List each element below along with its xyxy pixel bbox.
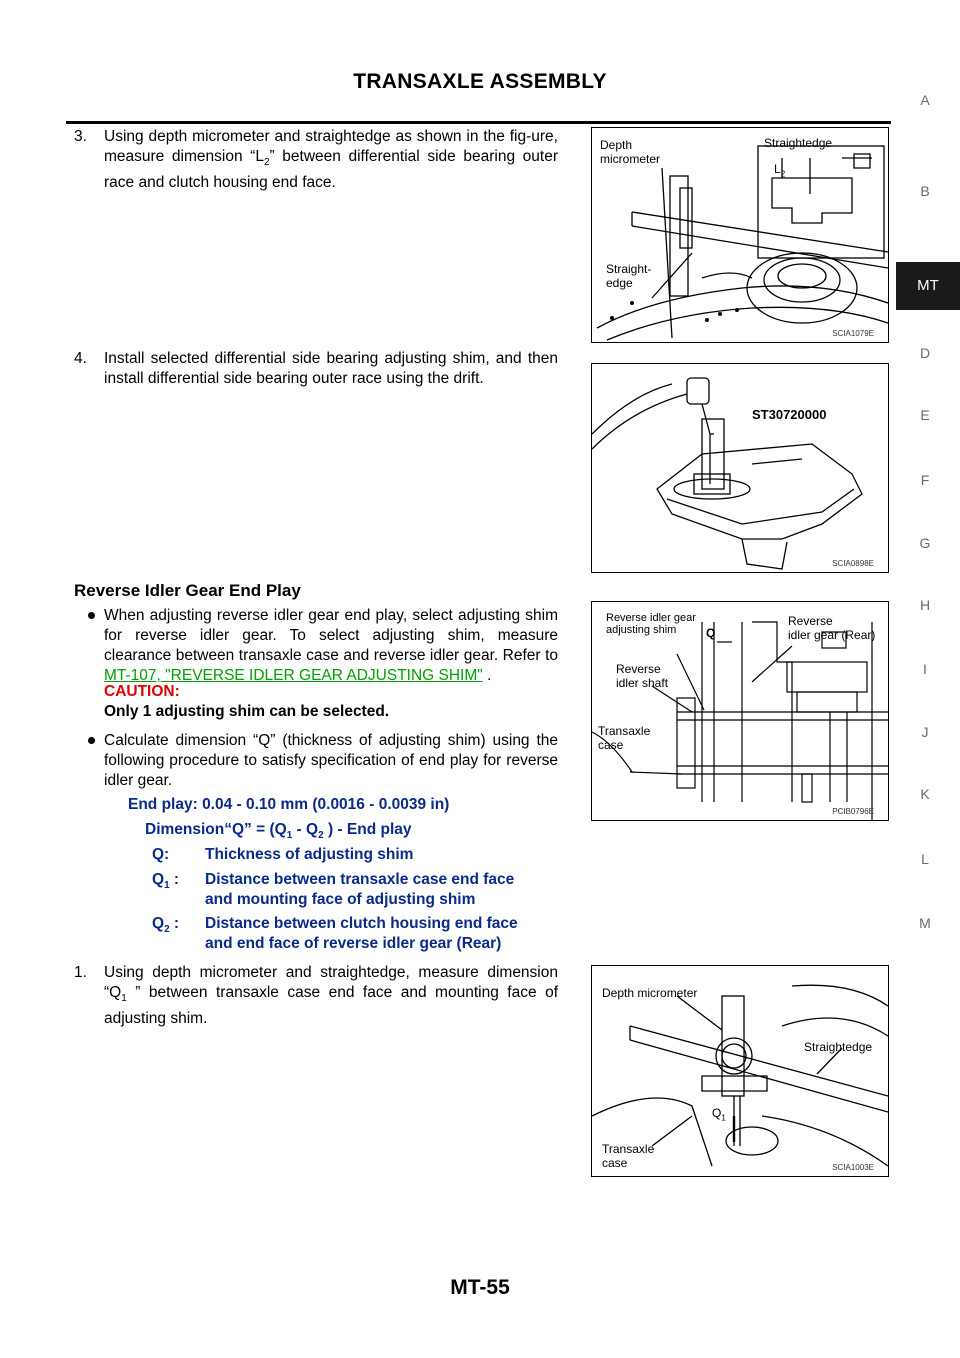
q1-key: $Q_1$ : [152, 871, 180, 892]
figure-id: SCIA1079E [832, 329, 874, 338]
figure-id: SCIA1003E [832, 1163, 874, 1172]
step-number: 4. [74, 350, 87, 367]
figure-depth-micrometer-l2 [591, 127, 889, 343]
dimension-formula: Dimension“Q” = ($Q_1 - Q_2$ ) - End play [145, 821, 412, 842]
section-index-sidebar [890, 0, 960, 1358]
end-play-spec: End play: 0.04 - 0.10 mm (0.0016 - 0.0039 in) [128, 796, 450, 813]
label-straight-edge: Straight- edge [606, 262, 652, 290]
section-tab-a[interactable]: A [920, 92, 930, 108]
label-q1: $Q_1$ [712, 1106, 726, 1123]
step-3-text: Using depth micrometer and straightedge as shown in the fig-ure, measure dimension “$L_2$” between differential side bearing outer race and clutch housing end face. [104, 128, 558, 192]
page-number: MT-55 [450, 1276, 510, 1299]
q-definition: Thickness of adjusting shim [205, 846, 414, 863]
section-heading: Reverse Idler Gear End Play [74, 581, 301, 600]
figure-2-drawing [592, 364, 888, 572]
label-depth-micrometer: Depth micrometer [602, 986, 698, 1000]
section-tab-k[interactable]: K [920, 786, 930, 802]
section-tab-e[interactable]: E [920, 407, 930, 423]
section-tab-d[interactable]: D [919, 345, 931, 361]
figure-id: PCIB0796E [832, 807, 874, 816]
label-reverse-idler-gear: Reverse idler gear (Rear) [788, 614, 876, 642]
q2-key: $Q_2$ : [152, 915, 180, 936]
q2-definition: Distance between clutch housing end face and end face of reverse idler gear (Rear) [205, 915, 518, 952]
caution-text: Only 1 adjusting shim can be selected. [104, 703, 390, 720]
label-straightedge: Straightedge [804, 1040, 873, 1054]
label-q: Q [706, 626, 716, 640]
label-l2: $L_2$ [774, 162, 786, 179]
label-adjusting-shim: Reverse idler gear adjusting shim [606, 612, 696, 636]
q1-definition: Distance between transaxle case end face and mounting face of adjusting shim [205, 871, 515, 908]
section-tab-j[interactable]: J [921, 724, 929, 740]
step-1-text: Using depth micrometer and straightedge, measure dimension “$Q_1$ ” between transaxle case end face and mounting face of adjusting shim. [104, 964, 558, 1028]
figure-depth-micrometer-q1 [591, 965, 889, 1177]
page-title: TRANSAXLE ASSEMBLY [353, 70, 607, 93]
label-transaxle-case: Transaxle case [598, 724, 651, 752]
section-tab-b[interactable]: B [920, 183, 930, 199]
label-straightedge: Straightedge [764, 136, 833, 150]
q-key: Q: [152, 846, 170, 863]
caution-title: CAUTION: [104, 683, 180, 700]
step-4-text: Install selected differential side bearing adjusting shim, and then install differential side bearing outer race using the drift. [104, 350, 558, 387]
section-tab-l[interactable]: L [921, 851, 929, 867]
step-number: 1. [74, 964, 87, 981]
section-tab-g[interactable]: G [919, 535, 931, 551]
section-tab-h[interactable]: H [919, 597, 931, 613]
reference-link[interactable]: MT-107, "REVERSE IDLER GEAR ADJUSTING SHIM" [104, 667, 483, 684]
section-tab-i[interactable]: I [923, 661, 927, 677]
bullet-paragraph: Calculate dimension “Q” (thickness of adjusting shim) using the following procedure to satisfy specification of end play for reverse idler gear. [104, 732, 558, 789]
bullet-paragraph: When adjusting reverse idler gear end play, select adjusting shim for reverse idler gear. To select adjusting shim, measure clearance between transaxle case and reverse idler gear. Refer to MT-107, "REVERSE IDLER GEAR ADJUSTING SHIM" . [104, 607, 558, 684]
figure-id: SCIA0898E [832, 559, 874, 568]
label-transaxle-case: Transaxle case [602, 1142, 655, 1170]
label-depth-micrometer: Depth micrometer [600, 138, 661, 166]
figure-reverse-idler-gear [591, 601, 889, 821]
section-tab-f[interactable]: F [920, 472, 930, 488]
label-tool-number: ST30720000 [752, 407, 827, 422]
label-reverse-idler-shaft: Reverse idler shaft [616, 662, 669, 690]
figure-drift-install [591, 363, 889, 573]
title-rule [66, 121, 891, 124]
section-tab-mt[interactable]: MT [896, 262, 960, 310]
step-number: 3. [74, 128, 87, 145]
section-tab-m[interactable]: M [919, 915, 931, 931]
